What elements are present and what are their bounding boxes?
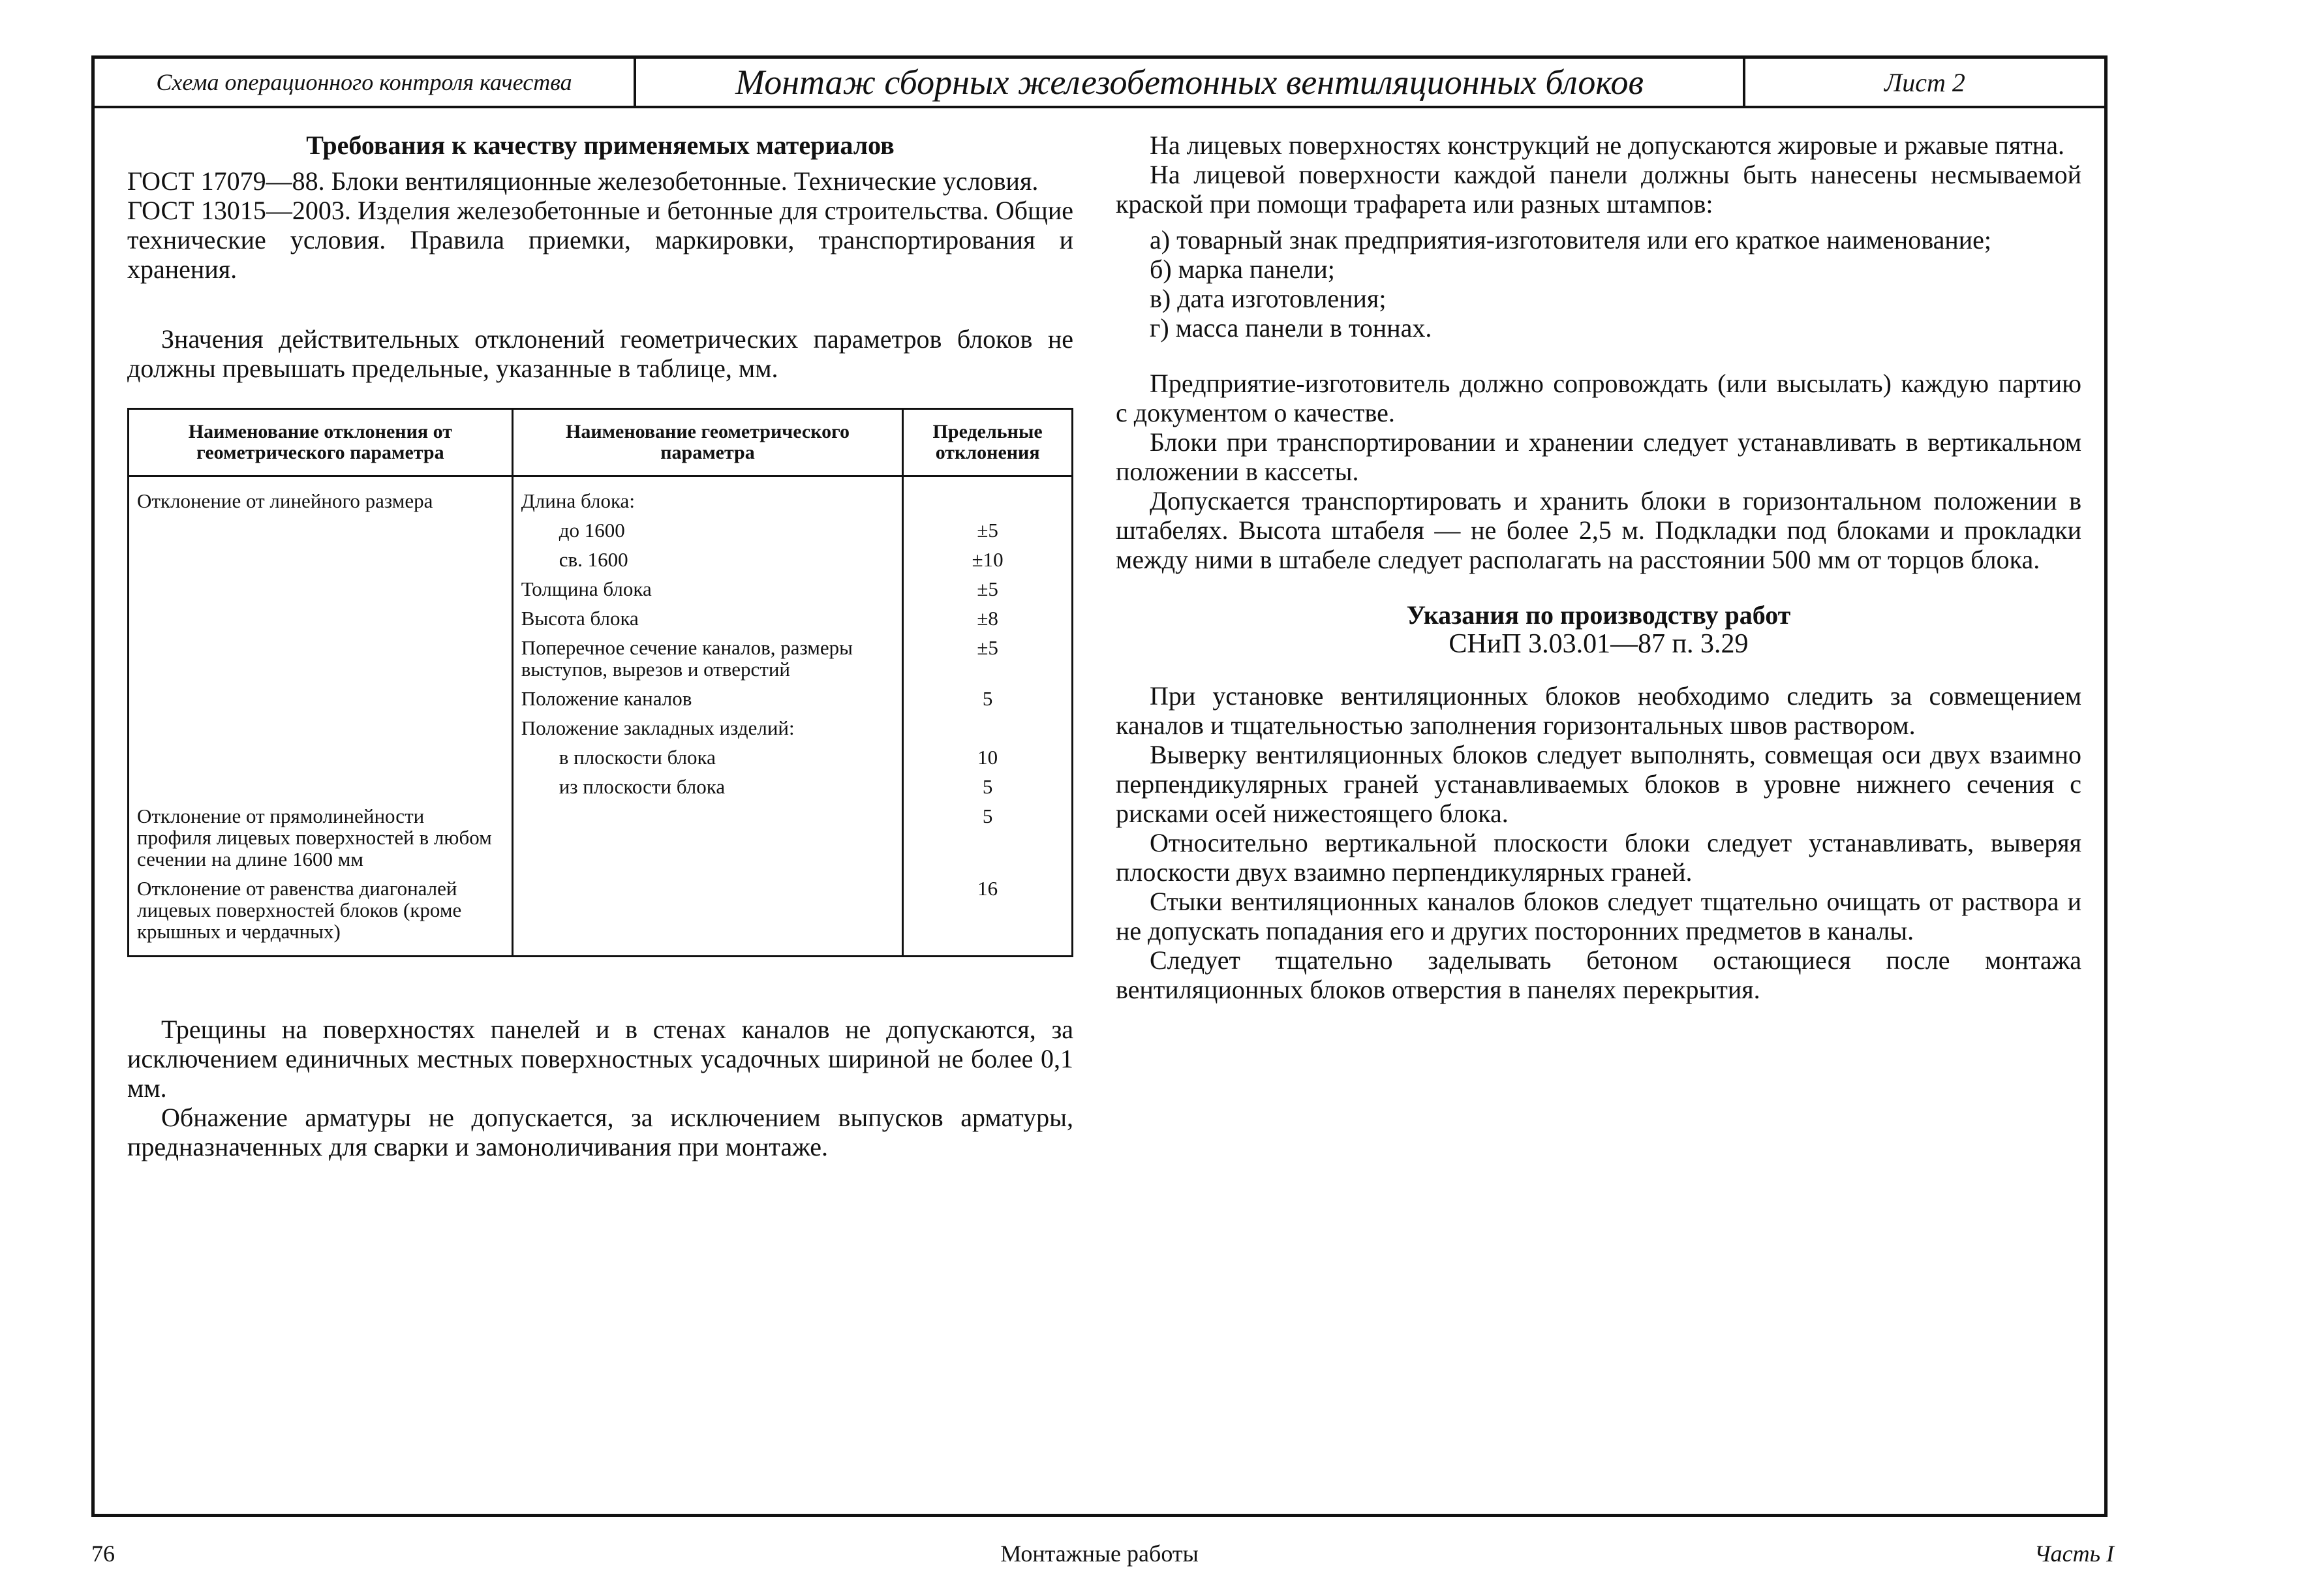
page-number: 76 (91, 1541, 115, 1567)
works-heading: Указания по производству работ (1406, 600, 1791, 630)
table-cell: Отклонение от прямолинейности профиля лицевых поверхностей в любом сечении на длине 1600 мм (129, 801, 513, 874)
table-row (129, 633, 1073, 684)
tolerance-intro: Значения действительных отклонений геометрических параметров блоков не должны превышать предельные, указанные в таблице, мм. (127, 324, 1073, 383)
table-row (129, 476, 1073, 516)
table-cell: ±5 (903, 633, 1073, 684)
table-cell: ±10 (903, 545, 1073, 574)
table-cell: ±8 (903, 604, 1073, 633)
works-paragraph-3: Относительно вертикальной плоскости блоки следует устанавливать, выверяя плоскости двух взаимно перпендикулярных граней. (1116, 828, 2081, 887)
works-paragraph-1: При установке вентиляционных блоков необходимо следить за совмещением каналов и тщательностью заполнения горизонтальных швов раствором. (1116, 681, 2081, 740)
table-cell: до 1600 (512, 515, 903, 545)
table-cell: 5 (903, 801, 1073, 874)
table-cell: в плоскости блока (512, 743, 903, 772)
table-cell: Отклонение от линейного размера (129, 476, 513, 516)
table-header-row (129, 409, 1073, 476)
table-row (129, 772, 1073, 801)
table-cell: Отклонение от равенства диагоналей лицевых поверхностей блоков (кроме крышных и чердачных) (129, 874, 513, 957)
left-column (127, 130, 1073, 1161)
document-title: Монтаж сборных железобетонных вентиляционных блоков (636, 59, 1745, 106)
table-row (129, 874, 1073, 957)
marking-item-d: г) масса панели в тоннах. (1150, 313, 1432, 343)
table-cell: Длина блока: (512, 476, 903, 516)
marking-item-b: б) марка панели; (1150, 254, 1335, 284)
table-cell (129, 515, 513, 545)
table-cell (129, 684, 513, 713)
table-cell: Поперечное сечение каналов, размеры выступов, вырезов и отверстий (512, 633, 903, 684)
table-cell: из плоскости блока (512, 772, 903, 801)
horizontal-storage-paragraph: Допускается транспортировать и хранить блоки в горизонтальном положении в штабелях. Высота штабеля — не более 2,5 м. Подкладки под блоками и прокладки между ними в штабеле следует располагать на расстоянии 500 мм от торцов блока. (1116, 486, 2081, 574)
sheet-number: Лист 2 (1884, 67, 1965, 97)
rebar-paragraph: Обнажение арматуры не допускается, за исключением выпусков арматуры, предназначенных для сварки и замоноличивания при монтаже. (127, 1103, 1073, 1161)
quality-document-paragraph: Предприятие-изготовитель должно сопровождать (или высылать) каждую партию с документом о качестве. (1116, 369, 2081, 427)
table-row (129, 684, 1073, 713)
table-cell: 10 (903, 743, 1073, 772)
marking-item-c: в) дата изготовления; (1150, 284, 1387, 313)
table-row (129, 574, 1073, 604)
table-cell: Толщина блока (512, 574, 903, 604)
table-cell (129, 574, 513, 604)
table-cell (129, 772, 513, 801)
table-cell (903, 713, 1073, 743)
materials-heading: Требования к качеству применяемых материалов (306, 130, 895, 160)
table-cell (129, 743, 513, 772)
marking-paragraph: На лицевой поверхности каждой панели должны быть нанесены несмываемой краской при помощи трафарета или разных штампов: (1116, 160, 2081, 219)
table-cell: 5 (903, 684, 1073, 713)
table-row (129, 545, 1073, 574)
table-row (129, 743, 1073, 772)
stains-paragraph: На лицевых поверхностях конструкций не допускаются жировые и ржавые пятна. (1150, 130, 2064, 160)
table-cell: Положение закладных изделий: (512, 713, 903, 743)
table-cell (129, 713, 513, 743)
table-cell: ±5 (903, 515, 1073, 545)
title-block (95, 59, 2104, 108)
cracks-paragraph: Трещины на поверхностях панелей и в стенах каналов не допускаются, за исключением единичных местных поверхностных усадочных шириной не более 0,1 мм. (127, 1015, 1073, 1103)
right-column (1116, 130, 2081, 1004)
table-cell (512, 801, 903, 874)
table-cell (129, 633, 513, 684)
table-cell: 16 (903, 874, 1073, 957)
table-cell: св. 1600 (512, 545, 903, 574)
works-paragraph-2: Выверку вентиляционных блоков следует выполнять, совмещая оси двух взаимно перпендикулярных граней устанавливаемых блоков в уровне нижнего сечения с рисками осей нижестоящего блока. (1116, 740, 2081, 828)
table-cell (512, 874, 903, 957)
marking-item-a: а) товарный знак предприятия-изготовителя или его краткое наименование; (1150, 225, 1991, 254)
table-cell: Положение каналов (512, 684, 903, 713)
footer-section-title: Монтажные работы (1000, 1541, 1199, 1567)
column-header: Предельные отклонения (903, 409, 1073, 476)
table-row (129, 515, 1073, 545)
table-cell (903, 476, 1073, 516)
footer-part: Часть I (2034, 1541, 2114, 1567)
page-frame (91, 55, 2108, 1517)
table-row (129, 604, 1073, 633)
column-header: Наименование геометрического параметра (512, 409, 903, 476)
snip-reference: СНиП 3.03.01—87 п. 3.29 (1449, 629, 1749, 659)
table-row (129, 713, 1073, 743)
vertical-storage-paragraph: Блоки при транспортировании и хранении следует устанавливать в вертикальном положении в кассеты. (1116, 427, 2081, 486)
table-cell: ±5 (903, 574, 1073, 604)
table-cell: 5 (903, 772, 1073, 801)
table-cell (129, 604, 513, 633)
scheme-label: Схема операционного контроля качества (95, 59, 636, 106)
gost-17079: ГОСТ 17079—88. Блоки вентиляционные железобетонные. Технические условия. (127, 166, 1039, 196)
works-paragraph-5: Следует тщательно заделывать бетоном остающиеся после монтажа вентиляционных блоков отверстия в панелях перекрытия. (1116, 945, 2081, 1004)
table-row (129, 801, 1073, 874)
gost-13015: ГОСТ 13015—2003. Изделия железобетонные и бетонные для строительства. Общие технические условия. Правила приемки, маркировки, транспортирования и хранения. (127, 196, 1073, 284)
table-cell: Высота блока (512, 604, 903, 633)
tolerance-table (127, 408, 1073, 957)
column-header: Наименование отклонения от геометрического параметра (129, 409, 513, 476)
table-cell (129, 545, 513, 574)
works-paragraph-4: Стыки вентиляционных каналов блоков следует тщательно очищать от раствора и не допускать попадания его и других посторонних предметов в каналы. (1116, 887, 2081, 945)
